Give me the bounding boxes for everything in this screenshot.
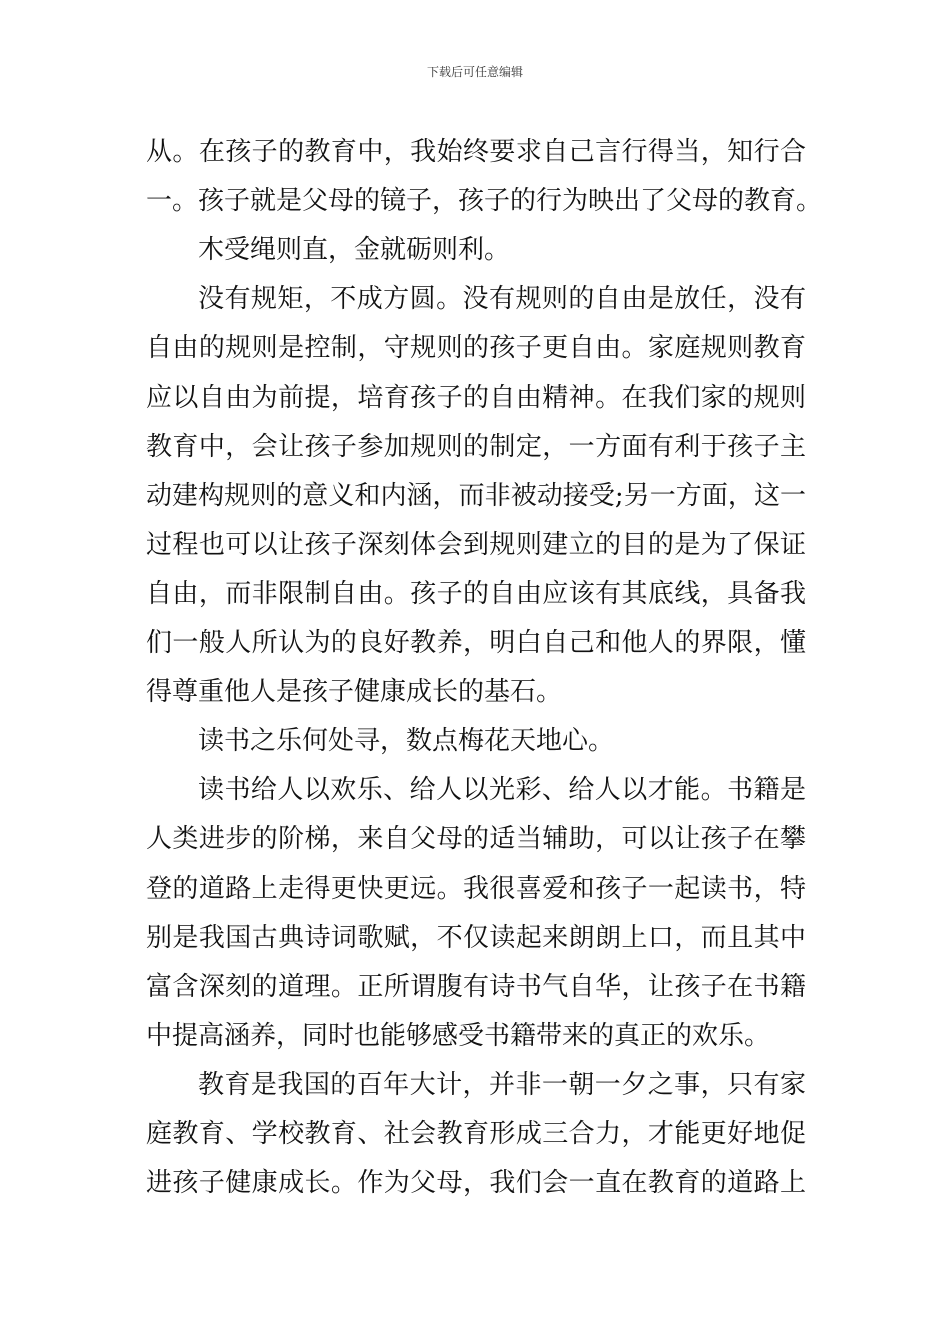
text-line: 一。孩子就是父母的镜子，孩子的行为映出了父母的教育。 — [146, 186, 823, 217]
text-line: 中提高涵养，同时也能够感受书籍带来的真正的欢乐。 — [146, 1020, 771, 1051]
text-line: 们一般人所认为的良好教养，明白自己和他人的界限，懂 — [146, 628, 806, 658]
text-line: 木受绳则直，金就砺则利。 — [198, 235, 511, 266]
text-line: 读书之乐何处寻，数点梅花天地心。 — [198, 726, 615, 757]
text-line: 自由，而非限制自由。孩子的自由应该有其底线，具备我 — [146, 578, 806, 609]
text-line: 自由的规则是控制，守规则的孩子更自由。家庭规则教育 — [146, 333, 806, 364]
text-line: 登的道路上走得更快更远。我很喜爱和孩子一起读书，特 — [146, 873, 806, 904]
page-header: 下载后可任意编辑 — [426, 65, 523, 79]
text-line: 教育是我国的百年大计，并非一朝一夕之事，只有家 — [198, 1069, 806, 1100]
text-line: 教育中，会让孩子参加规则的制定，一方面有利于孩子主 — [146, 431, 806, 462]
text-line: 读书给人以欢乐、给人以光彩、给人以才能。书籍是 — [198, 775, 806, 806]
text-line: 富含深刻的道理。正所谓腹有诗书气自华，让孩子在书籍 — [146, 971, 806, 1002]
text-line: 没有规矩，不成方圆。没有规则的自由是放任，没有 — [198, 284, 806, 315]
text-line: 别是我国古典诗词歌赋，不仅读起来朗朗上口，而且其中 — [146, 922, 806, 953]
text-line: 从。在孩子的教育中，我始终要求自己言行得当，知行合 — [146, 137, 806, 167]
text-line: 庭教育、学校教育、社会教育形成三合力，才能更好地促 — [146, 1119, 806, 1149]
text-line: 进孩子健康成长。作为父母，我们会一直在教育的道路上 — [146, 1168, 806, 1199]
text-line: 人类进步的阶梯，来自父母的适当辅助，可以让孩子在攀 — [146, 824, 806, 855]
text-line: 应以自由为前提，培育孩子的自由精神。在我们家的规则 — [146, 382, 806, 413]
text-line: 动建构规则的意义和内涵，而非被动接受;另一方面，这一 — [146, 480, 806, 511]
text-line: 得尊重他人是孩子健康成长的基石。 — [146, 677, 563, 708]
text-line: 过程也可以让孩子深刻体会到规则建立的目的是为了保证 — [146, 529, 806, 560]
